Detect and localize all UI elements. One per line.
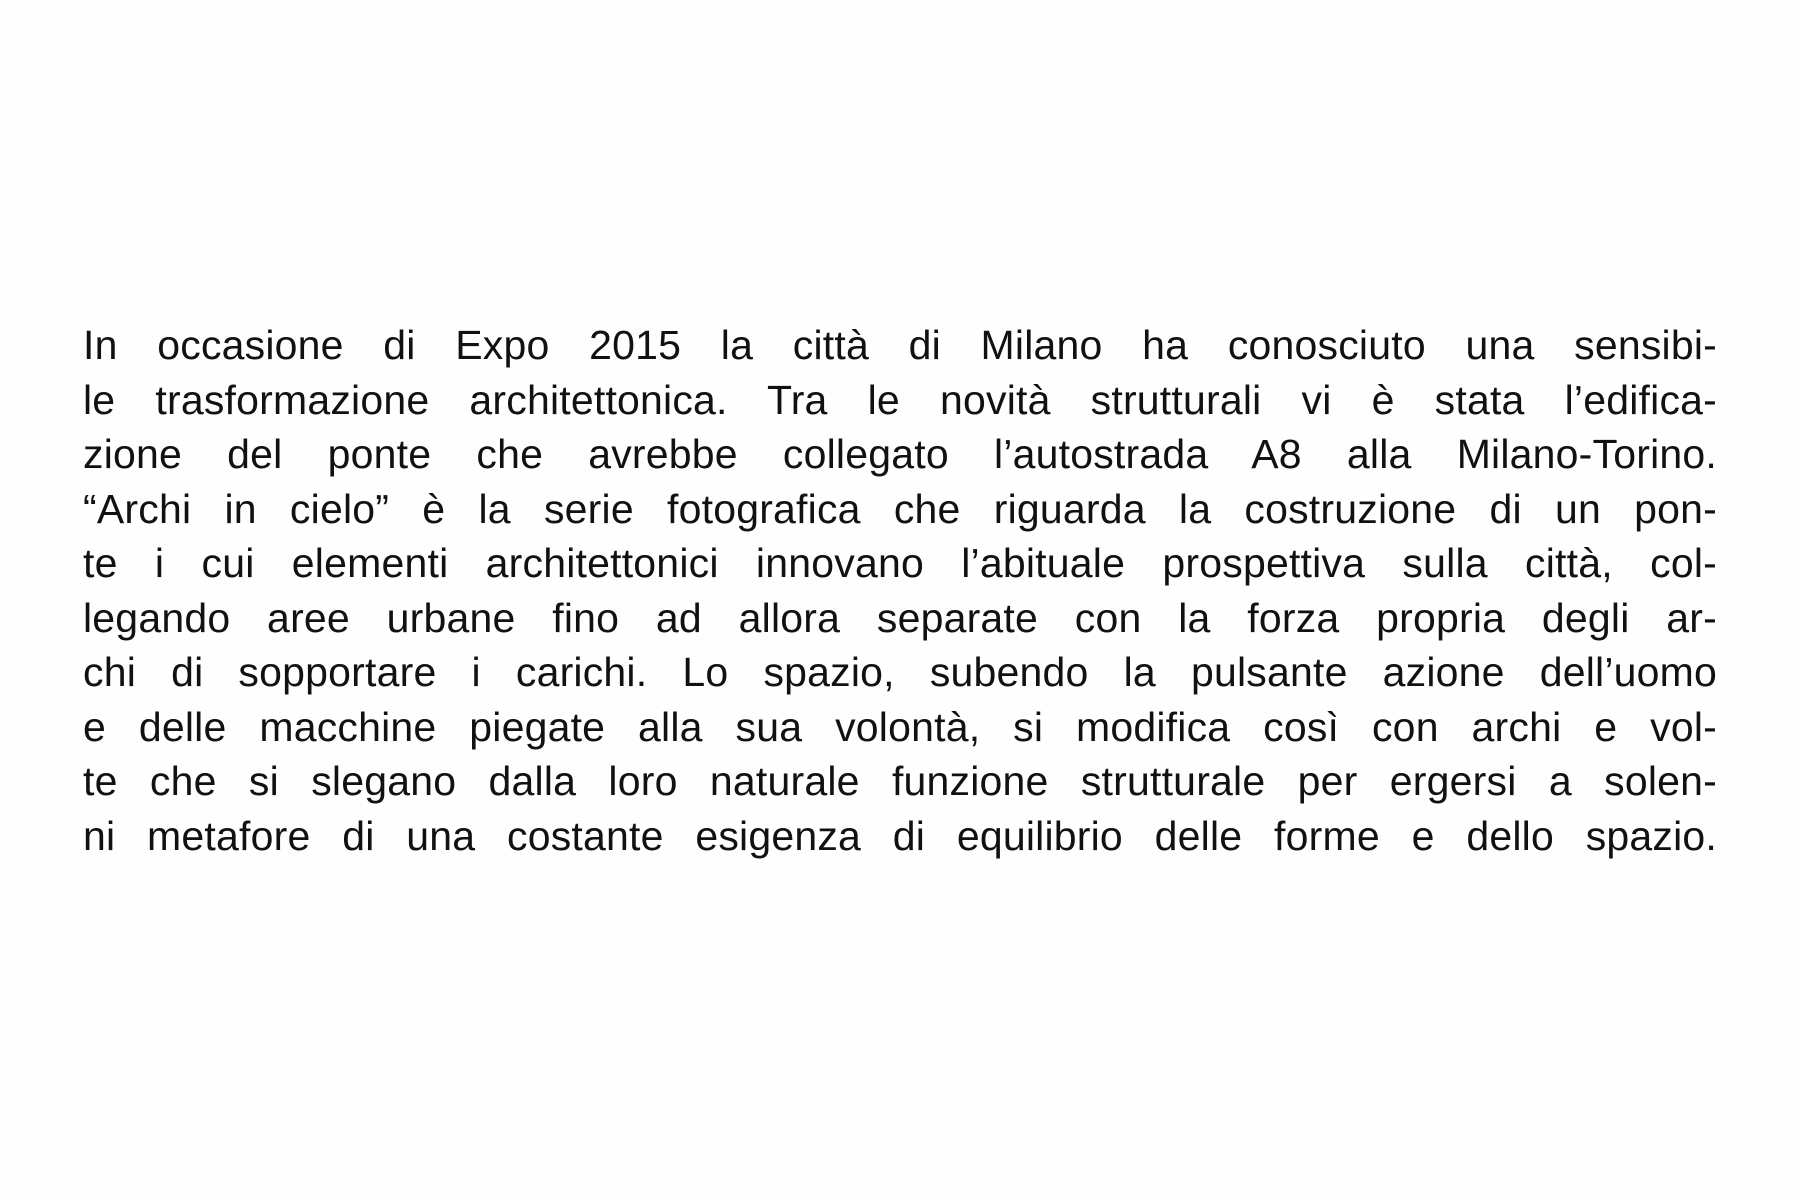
paragraph-line: legando aree urbane fino ad allora separate con la forza propria degli ar- xyxy=(83,594,1717,641)
paragraph-line: te i cui elementi architettonici innovano l’abituale prospettiva sulla città, col- xyxy=(83,540,1717,586)
paragraph-line: le trasformazione architettonica. Tra le novità strutturali vi è stata l’edifica- xyxy=(83,376,1717,423)
paragraph-line: chi di sopportare i carichi. Lo spazio, subendo la pulsante azione dell’uomo xyxy=(83,649,1717,695)
paragraph-line: ni metafore di una costante esigenza di equilibrio delle forme e dello spazio. xyxy=(83,812,1717,859)
paragraph-line: zione del ponte che avrebbe collegato l’autostrada A8 alla Milano-Torino. xyxy=(83,431,1717,477)
body-paragraph xyxy=(83,318,1717,863)
paragraph-line: e delle macchine piegate alla sua volontà, si modifica così con archi e vol- xyxy=(83,703,1717,750)
paragraph-line: In occasione di Expo 2015 la città di Milano ha conosciuto una sensibi- xyxy=(83,322,1717,368)
paragraph-line: “Archi in cielo” è la serie fotografica che riguarda la costruzione di un pon- xyxy=(83,485,1717,532)
paragraph-line: te che si slegano dalla loro naturale funzione strutturale per ergersi a solen- xyxy=(83,758,1717,804)
